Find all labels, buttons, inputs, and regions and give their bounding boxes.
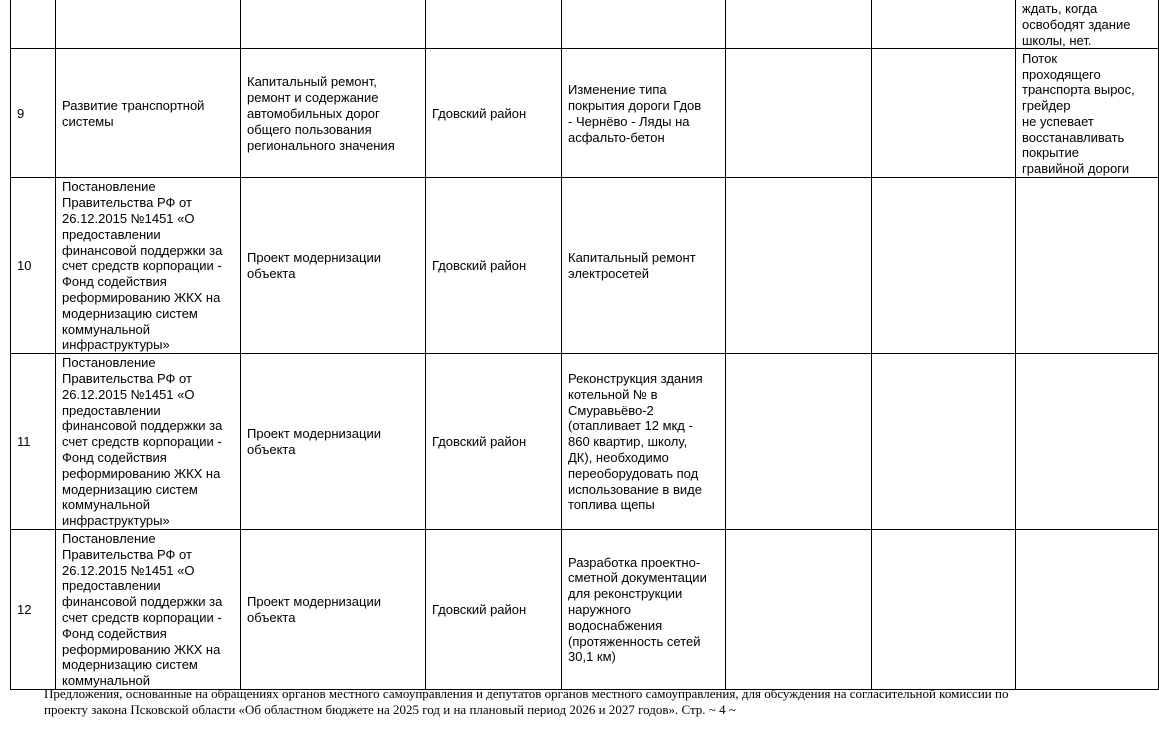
row-number: 11 — [11, 354, 56, 530]
row-number — [11, 0, 56, 49]
program-cell — [56, 0, 241, 49]
amount-cell — [726, 49, 872, 178]
object-cell: Изменение типа покрытия дороги Гдов - Чернёво - Ляды на асфальто-бетон — [562, 49, 726, 178]
extra-cell — [872, 0, 1016, 49]
page-footer: Предложения, основанные на обращениях органов местного самоуправления и депутатов органов местного самоуправления, для обсуждения на согласительной комиссии по проекту закона Псковской области «Об областном бюджете на 2025 год и на плановый период 2026 и 2027 годов». Стр. ~ 4 ~ — [44, 686, 1009, 717]
note-cell — [1016, 354, 1159, 530]
table-row — [11, 529, 1159, 689]
proposals-table — [10, 0, 1159, 690]
object-cell — [562, 0, 726, 49]
district-cell: Гдовский район — [426, 49, 562, 178]
district-cell: Гдовский район — [426, 178, 562, 354]
note-cell — [1016, 178, 1159, 354]
district-cell — [426, 0, 562, 49]
amount-cell — [726, 529, 872, 689]
event-cell: Проект модернизации объекта — [241, 178, 426, 354]
amount-cell — [726, 178, 872, 354]
note-cell: ждать, когда освободят здание школы, нет. — [1016, 0, 1159, 49]
table-row — [11, 354, 1159, 530]
amount-cell — [726, 354, 872, 530]
event-cell: Проект модернизации объекта — [241, 529, 426, 689]
program-cell: Развитие транспортной системы — [56, 49, 241, 178]
extra-cell — [872, 529, 1016, 689]
table-row — [11, 49, 1159, 178]
table-row — [11, 178, 1159, 354]
row-number: 9 — [11, 49, 56, 178]
note-cell — [1016, 529, 1159, 689]
district-cell: Гдовский район — [426, 354, 562, 530]
program-cell: Постановление Правительства РФ от 26.12.2015 №1451 «О предоставлении финансовой поддержки за счет средств корпорации - Фонд содействия реформированию ЖКХ на модернизацию систем коммунальной инфраструктуры» — [56, 178, 241, 354]
extra-cell — [872, 178, 1016, 354]
event-cell — [241, 0, 426, 49]
extra-cell — [872, 354, 1016, 530]
event-cell: Капитальный ремонт, ремонт и содержание автомобильных дорог общего пользования регионального значения — [241, 49, 426, 178]
object-cell: Капитальный ремонт электросетей — [562, 178, 726, 354]
row-number: 10 — [11, 178, 56, 354]
table-row — [11, 0, 1159, 49]
row-number: 12 — [11, 529, 56, 689]
district-cell: Гдовский район — [426, 529, 562, 689]
program-cell: Постановление Правительства РФ от 26.12.2015 №1451 «О предоставлении финансовой поддержки за счет средств корпорации - Фонд содействия реформированию ЖКХ на модернизацию систем коммунальной инфраструктуры» — [56, 354, 241, 530]
amount-cell — [726, 0, 872, 49]
extra-cell — [872, 49, 1016, 178]
event-cell: Проект модернизации объекта — [241, 354, 426, 530]
object-cell: Реконструкция здания котельной № в Смуравьёво-2 (отапливает 12 мкд - 860 квартир, школу, ДК), необходимо переоборудовать под использование в виде топлива щепы — [562, 354, 726, 530]
note-cell: Поток проходящего транспорта вырос, грейдер не успевает восстанавливать покрытие гравийной дороги — [1016, 49, 1159, 178]
object-cell: Разработка проектно- сметной документации для реконструкции наружного водоснабжения (протяженность сетей 30,1 км) — [562, 529, 726, 689]
program-cell: Постановление Правительства РФ от 26.12.2015 №1451 «О предоставлении финансовой поддержки за счет средств корпорации - Фонд содействия реформированию ЖКХ на модернизацию систем коммунальной — [56, 529, 241, 689]
